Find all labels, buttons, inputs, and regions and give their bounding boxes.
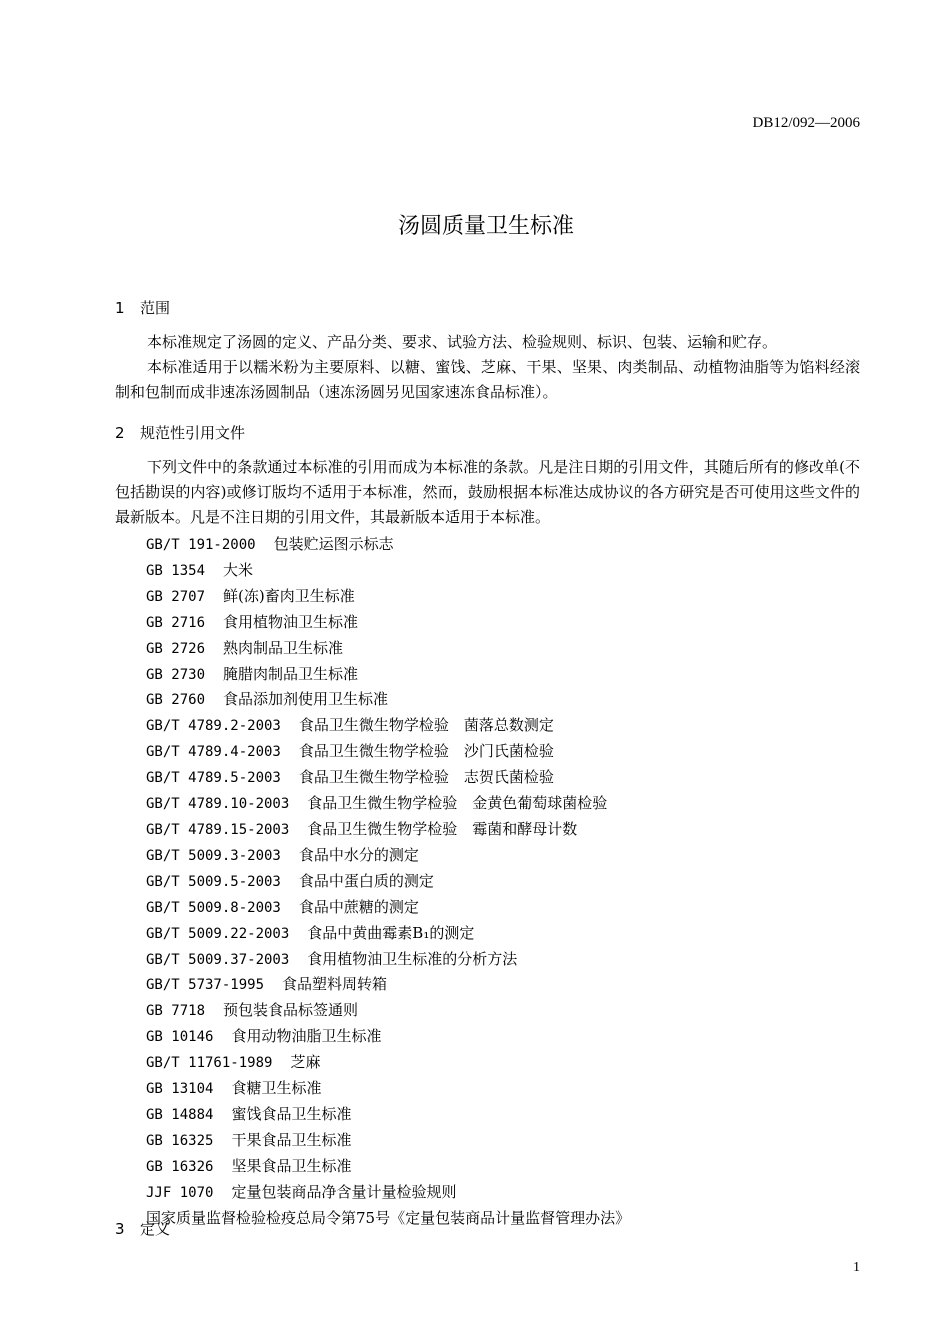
reference-title: 食品卫生微生物学检验 沙门氏菌检验 <box>298 742 554 761</box>
section-2-title: 规范性引用文件 <box>140 424 246 442</box>
reference-code: GB 10146 <box>146 1029 214 1046</box>
reference-item <box>146 843 630 869</box>
reference-code: GB 16325 <box>146 1132 214 1149</box>
reference-code: GB/T 4789.2-2003 <box>146 718 281 735</box>
reference-item <box>146 662 630 688</box>
reference-item <box>146 584 630 610</box>
reference-code: GB/T 4789.4-2003 <box>146 744 281 761</box>
reference-code: GB/T 5009.3-2003 <box>146 847 281 864</box>
reference-item <box>146 1154 630 1180</box>
section-1-paragraph: 本标准适用于以糯米粉为主要原料、以糖、蜜饯、芝麻、干果、坚果、肉类制品、动植物油脂等为馅料经滚制和包制而成非速冻汤圆制品（速冻汤圆另见国家速冻食品标准）。 <box>115 358 860 401</box>
reference-item <box>146 1102 630 1128</box>
section-3-title: 定义 <box>140 1220 171 1238</box>
reference-title: 食品卫生微生物学检验 志贺氏菌检验 <box>298 768 554 787</box>
section-1-body <box>115 330 860 405</box>
reference-item <box>146 817 630 843</box>
reference-item <box>146 765 630 791</box>
reference-item <box>146 739 630 765</box>
reference-title: 熟肉制品卫生标准 <box>223 638 344 657</box>
reference-code: GB 16326 <box>146 1158 214 1175</box>
reference-title: 食品添加剂使用卫生标准 <box>223 690 389 709</box>
section-3-heading <box>115 1218 170 1239</box>
reference-code: GB 2707 <box>146 588 206 605</box>
reference-code: GB/T 4789.5-2003 <box>146 770 281 787</box>
reference-title: 包装贮运图示标志 <box>273 535 394 553</box>
reference-title: 食用植物油卫生标准 <box>223 612 359 631</box>
section-2-number: 2 <box>115 424 125 442</box>
reference-title: 食品卫生微生物学检验 霉菌和酵母计数 <box>307 819 578 838</box>
reference-item <box>146 895 630 921</box>
document-title: 汤圆质量卫生标准 <box>397 214 574 239</box>
reference-item <box>146 532 630 558</box>
reference-item <box>146 921 630 947</box>
reference-item <box>146 972 630 998</box>
reference-item <box>146 558 630 584</box>
reference-title: 食糖卫生标准 <box>231 1079 322 1098</box>
reference-title: 定量包装商品净含量计量检验规则 <box>231 1182 457 1201</box>
reference-item <box>146 791 630 817</box>
reference-item <box>146 1076 630 1102</box>
reference-title: 大米 <box>223 560 254 579</box>
reference-item <box>146 687 630 713</box>
reference-code: GB 2726 <box>146 640 206 657</box>
reference-item <box>146 636 630 662</box>
reference-title: 国家质量监督检验检疫总局令第75号《定量包装商品计量监督管理办法》 <box>146 1208 631 1227</box>
reference-title: 食品中蛋白质的测定 <box>298 871 434 890</box>
reference-title: 食品中水分的测定 <box>298 845 419 864</box>
section-1-title: 范围 <box>140 299 171 317</box>
reference-item <box>146 713 630 739</box>
reference-code: GB 2730 <box>146 666 206 683</box>
section-1-heading <box>115 297 170 318</box>
reference-item <box>146 1024 630 1050</box>
section-3-number: 3 <box>115 1220 125 1238</box>
reference-title: 食品中蔗糖的测定 <box>298 897 419 916</box>
reference-title: 鲜(冻)畜肉卫生标准 <box>223 586 355 605</box>
reference-title: 预包装食品标签通则 <box>223 1001 359 1020</box>
document-number: DB12/092—2006 <box>752 115 860 131</box>
reference-code: GB 7718 <box>146 1003 206 1020</box>
reference-code: GB 14884 <box>146 1106 214 1123</box>
reference-code: GB/T 5009.5-2003 <box>146 873 281 890</box>
section-2-heading <box>115 422 245 443</box>
reference-title: 食品塑料周转箱 <box>282 975 388 994</box>
reference-title: 干果食品卫生标准 <box>231 1130 352 1149</box>
reference-item <box>146 998 630 1024</box>
reference-code: GB/T 5737-1995 <box>146 977 265 994</box>
reference-code: GB/T 5009.22-2003 <box>146 925 290 942</box>
reference-title: 芝麻 <box>290 1053 321 1072</box>
reference-item <box>146 1050 630 1076</box>
section-2-paragraph: 下列文件中的条款通过本标准的引用而成为本标准的条款。凡是注日期的引用文件，其随后所有的修改单(不包括勘误的内容)或修订版均不适用于本标准，然而，鼓励根据本标准达成协议的各方研究是否可使用这些文件的最新版本。凡是不注日期的引用文件，其最新版本适用于本标准。 <box>115 458 860 526</box>
reference-code: GB/T 5009.37-2003 <box>146 951 290 968</box>
section-1-number: 1 <box>115 299 125 317</box>
reference-code: GB 2716 <box>146 614 206 631</box>
reference-item <box>146 1128 630 1154</box>
reference-item <box>146 1180 630 1206</box>
reference-title: 食用动物油脂卫生标准 <box>231 1027 382 1046</box>
section-2-body <box>115 455 860 530</box>
reference-title: 腌腊肉制品卫生标准 <box>223 664 359 683</box>
reference-code: GB/T 4789.10-2003 <box>146 796 290 813</box>
reference-item <box>146 869 630 895</box>
reference-code: GB 13104 <box>146 1081 214 1098</box>
reference-title: 食品卫生微生物学检验 金黄色葡萄球菌检验 <box>307 794 608 813</box>
section-1-paragraph: 本标准规定了汤圆的定义、产品分类、要求、试验方法、检验规则、标识、包装、运输和贮存。 <box>147 333 778 351</box>
reference-list <box>146 532 630 1230</box>
reference-code: JJF 1070 <box>146 1184 214 1201</box>
reference-title: 食用植物油卫生标准的分析方法 <box>307 949 518 968</box>
reference-code: GB 2760 <box>146 692 206 709</box>
reference-code: GB/T 4789.15-2003 <box>146 821 290 838</box>
reference-item <box>146 610 630 636</box>
reference-code: GB/T 11761-1989 <box>146 1055 273 1072</box>
reference-code: GB/T 191-2000 <box>146 537 256 553</box>
reference-title: 食品卫生微生物学检验 菌落总数测定 <box>298 716 554 735</box>
reference-title: 坚果食品卫生标准 <box>231 1156 352 1175</box>
reference-item <box>146 1206 630 1231</box>
page-number: 1 <box>853 1260 860 1275</box>
reference-title: 食品中黄曲霉素B₁的测定 <box>307 923 475 942</box>
reference-title: 蜜饯食品卫生标准 <box>231 1104 352 1123</box>
reference-item <box>146 947 630 973</box>
reference-code: GB 1354 <box>146 562 206 579</box>
reference-code: GB/T 5009.8-2003 <box>146 899 281 916</box>
